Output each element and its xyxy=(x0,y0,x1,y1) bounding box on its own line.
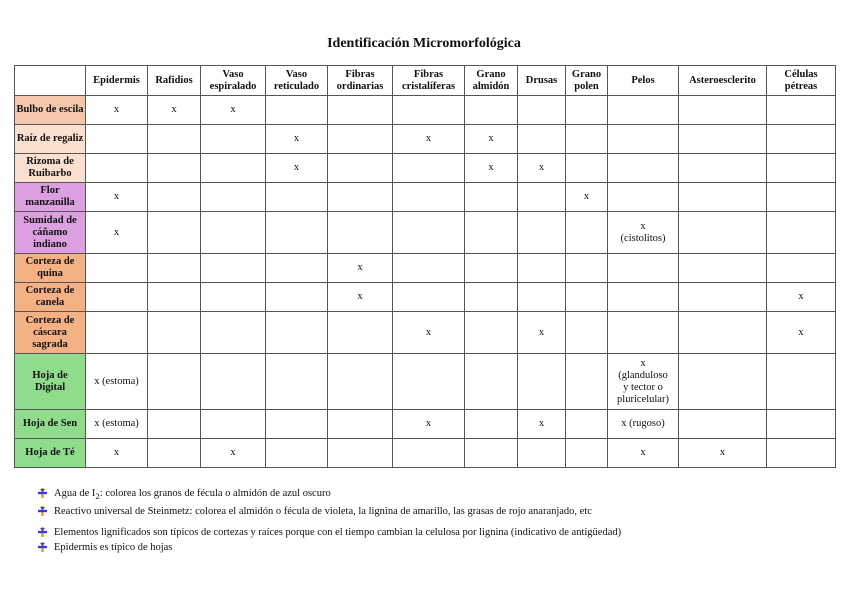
table-row xyxy=(15,410,836,439)
table-cell xyxy=(393,439,465,468)
table-cell xyxy=(679,354,767,410)
row-label: Rizoma de Ruibarbo xyxy=(15,154,86,183)
row-label: Corteza de cáscara sagrada xyxy=(15,312,86,354)
column-header-line: Vaso xyxy=(222,68,244,80)
table-cell xyxy=(608,154,679,183)
column-header xyxy=(679,66,767,96)
arrow-bullet-icon xyxy=(38,542,47,552)
table-cell xyxy=(767,354,836,410)
table-cell xyxy=(86,312,148,354)
column-header-line: Células xyxy=(784,68,818,80)
row-label: Flor manzanilla xyxy=(15,183,86,212)
column-header xyxy=(518,66,566,96)
table-cell xyxy=(566,283,608,312)
table-cell xyxy=(566,254,608,283)
table-cell xyxy=(266,312,328,354)
column-header xyxy=(148,66,201,96)
table-cell xyxy=(328,154,393,183)
table-cell xyxy=(148,154,201,183)
table-row xyxy=(15,183,836,212)
table-header-row xyxy=(15,66,836,96)
table-row xyxy=(15,96,836,125)
table-cell xyxy=(201,154,266,183)
table-cell: x (rugoso) xyxy=(608,410,679,439)
table-cell xyxy=(201,283,266,312)
table-cell xyxy=(393,254,465,283)
table-cell xyxy=(266,96,328,125)
note-item xyxy=(38,486,828,504)
table-cell xyxy=(566,154,608,183)
table-cell xyxy=(266,439,328,468)
table-cell: x (estoma) xyxy=(86,410,148,439)
table-cell xyxy=(201,183,266,212)
table-cell xyxy=(393,96,465,125)
table-cell xyxy=(148,312,201,354)
column-header-line: Asteroesclerito xyxy=(689,74,756,86)
table-row xyxy=(15,354,836,410)
table-cell xyxy=(465,439,518,468)
column-header-line: Pelos xyxy=(631,74,655,86)
table-row xyxy=(15,254,836,283)
table-cell xyxy=(393,354,465,410)
table-cell xyxy=(566,96,608,125)
table-cell: x xyxy=(86,439,148,468)
table-cell: x xyxy=(86,183,148,212)
table-cell xyxy=(767,125,836,154)
table-cell xyxy=(679,254,767,283)
column-header-line: espiralado xyxy=(209,80,257,92)
column-header-line: Drusas xyxy=(525,74,558,86)
table-cell xyxy=(465,283,518,312)
column-header-line: almidón xyxy=(472,80,510,92)
note-subscript: 2 xyxy=(95,491,100,502)
table-cell xyxy=(328,183,393,212)
note-text: Elementos lignificados son típicos de cortezas y raíces porque con el tiempo cambian la celulosa por lignina (indicativo de antigüedad) xyxy=(54,527,622,539)
table-cell xyxy=(148,354,201,410)
table-cell xyxy=(465,354,518,410)
table-cell xyxy=(767,96,836,125)
table-row xyxy=(15,154,836,183)
note-item xyxy=(38,504,828,519)
row-label: Hoja de Digital xyxy=(15,354,86,410)
table-cell xyxy=(328,410,393,439)
table-cell: x xyxy=(679,439,767,468)
table-cell xyxy=(201,125,266,154)
table-cell xyxy=(266,410,328,439)
table-cell xyxy=(566,410,608,439)
table-cell xyxy=(328,96,393,125)
row-label: Raíz de regaliz xyxy=(15,125,86,154)
table-cell: x xyxy=(201,96,266,125)
arrow-bullet-icon xyxy=(38,488,47,498)
table-cell xyxy=(518,254,566,283)
table-cell xyxy=(679,154,767,183)
table-cell xyxy=(266,212,328,254)
table-cell xyxy=(201,212,266,254)
note-text: Epidermis es típico de hojas xyxy=(54,542,173,554)
table-row xyxy=(15,439,836,468)
table-cell: x xyxy=(86,96,148,125)
table-cell: x xyxy=(465,154,518,183)
table-cell: x xyxy=(266,154,328,183)
table-cell: x xyxy=(86,212,148,254)
table-cell xyxy=(679,410,767,439)
table-cell: x xyxy=(608,439,679,468)
column-header-line: Fibras xyxy=(345,68,375,80)
row-label: Sumidad de cáñamo indiano xyxy=(15,212,86,254)
table-row xyxy=(15,312,836,354)
table-row xyxy=(15,212,836,254)
table-cell xyxy=(566,312,608,354)
table-cell xyxy=(465,212,518,254)
column-header xyxy=(767,66,836,96)
column-header xyxy=(201,66,266,96)
table-cell xyxy=(328,354,393,410)
table-cell xyxy=(679,96,767,125)
note-text: : colorea los granos de fécula o almidón de azul oscuro xyxy=(99,488,331,499)
table-cell xyxy=(608,283,679,312)
table-cell xyxy=(608,254,679,283)
table-cell xyxy=(266,354,328,410)
table-cell xyxy=(148,125,201,154)
table-cell xyxy=(86,254,148,283)
note-item xyxy=(38,525,828,540)
table-cell xyxy=(767,439,836,468)
table-cell: x xyxy=(518,312,566,354)
table-cell xyxy=(518,439,566,468)
column-header-line: polen xyxy=(574,80,599,92)
table-cell xyxy=(518,354,566,410)
table-cell xyxy=(608,96,679,125)
table-cell xyxy=(566,125,608,154)
table-cell xyxy=(393,283,465,312)
micromorphology-table xyxy=(14,65,836,468)
table-cell: x xyxy=(328,283,393,312)
table-cell xyxy=(201,254,266,283)
table-cell xyxy=(465,183,518,212)
table-cell xyxy=(767,254,836,283)
table-row xyxy=(15,283,836,312)
note-text: Agua de I xyxy=(54,488,96,499)
column-header-line: ordinarias xyxy=(336,80,384,92)
table-cell xyxy=(767,410,836,439)
table-cell xyxy=(608,183,679,212)
table-cell xyxy=(201,410,266,439)
column-header-line: Rafidios xyxy=(155,74,193,86)
table-cell xyxy=(86,154,148,183)
column-header-line: Grano xyxy=(571,68,602,80)
table-cell xyxy=(328,312,393,354)
table-cell xyxy=(201,312,266,354)
table-cell xyxy=(566,212,608,254)
table-cell xyxy=(328,212,393,254)
table-cell xyxy=(518,212,566,254)
table-cell: x xyxy=(465,125,518,154)
table-cell xyxy=(465,410,518,439)
column-header xyxy=(608,66,679,96)
note-item xyxy=(38,540,828,555)
table-cell xyxy=(518,283,566,312)
table-cell: x (cistolitos) xyxy=(608,212,679,254)
table-cell xyxy=(608,312,679,354)
header-corner-cell xyxy=(15,66,86,96)
table-cell xyxy=(393,183,465,212)
table-cell xyxy=(465,312,518,354)
table-cell xyxy=(465,96,518,125)
table-cell: x xyxy=(767,283,836,312)
table-cell xyxy=(148,439,201,468)
row-label: Bulbo de escila xyxy=(15,96,86,125)
table-cell: x xyxy=(767,312,836,354)
arrow-bullet-icon xyxy=(38,506,47,516)
table-cell xyxy=(266,254,328,283)
table-cell xyxy=(86,283,148,312)
column-header-line: cristalíferas xyxy=(401,80,456,92)
table-cell xyxy=(148,254,201,283)
row-label: Corteza de canela xyxy=(15,283,86,312)
table-cell: x xyxy=(201,439,266,468)
table-cell xyxy=(393,212,465,254)
table-cell xyxy=(679,183,767,212)
table-cell: x xyxy=(518,154,566,183)
table-cell xyxy=(266,183,328,212)
table-cell xyxy=(608,125,679,154)
notes-list xyxy=(38,486,828,555)
table-cell xyxy=(465,254,518,283)
column-header-line: pétreas xyxy=(784,80,818,92)
row-label: Hoja de Sen xyxy=(15,410,86,439)
table-cell: x xyxy=(328,254,393,283)
column-header-line: Grano xyxy=(476,68,506,80)
table-cell xyxy=(679,212,767,254)
column-header-line: Vaso xyxy=(285,68,308,80)
table-cell xyxy=(148,410,201,439)
table-cell xyxy=(767,212,836,254)
table-cell xyxy=(679,312,767,354)
page-title: Identificación Micromorfológica xyxy=(327,36,521,51)
column-header xyxy=(328,66,393,96)
column-header-line: Epidermis xyxy=(93,74,140,86)
table-cell xyxy=(518,125,566,154)
table-cell xyxy=(328,125,393,154)
table-row xyxy=(15,125,836,154)
table-cell xyxy=(201,354,266,410)
table-cell xyxy=(148,183,201,212)
table-cell xyxy=(767,183,836,212)
table-cell xyxy=(393,154,465,183)
table-cell xyxy=(518,96,566,125)
column-header xyxy=(465,66,518,96)
table-cell: x xyxy=(518,410,566,439)
row-label: Corteza de quina xyxy=(15,254,86,283)
table-cell xyxy=(86,125,148,154)
column-header xyxy=(566,66,608,96)
table-cell xyxy=(328,439,393,468)
table-cell: x xyxy=(148,96,201,125)
note-text: Reactivo universal de Steinmetz: colorea el almidón o fécula de violeta, la lignina de amarillo, las grasas de rojo anaranjado, etc xyxy=(54,506,592,518)
table-cell xyxy=(679,125,767,154)
table-cell xyxy=(518,183,566,212)
column-header-line: Fibras xyxy=(413,68,444,80)
column-header-line: reticulado xyxy=(273,80,320,92)
table-cell xyxy=(148,212,201,254)
table-cell: x xyxy=(266,125,328,154)
table-cell: x xyxy=(393,125,465,154)
table-cell: x xyxy=(566,183,608,212)
table-cell xyxy=(566,439,608,468)
table-cell xyxy=(148,283,201,312)
table-cell xyxy=(566,354,608,410)
table-cell: x xyxy=(393,312,465,354)
arrow-bullet-icon xyxy=(38,527,47,537)
row-label: Hoja de Té xyxy=(15,439,86,468)
column-header xyxy=(86,66,148,96)
column-header xyxy=(266,66,328,96)
table-cell: x (estoma) xyxy=(86,354,148,410)
table-cell: x (glanduloso y tector o pluricelular) xyxy=(608,354,679,410)
table-cell xyxy=(266,283,328,312)
column-header xyxy=(393,66,465,96)
table-cell xyxy=(767,154,836,183)
table-cell: x xyxy=(393,410,465,439)
table-cell xyxy=(679,283,767,312)
